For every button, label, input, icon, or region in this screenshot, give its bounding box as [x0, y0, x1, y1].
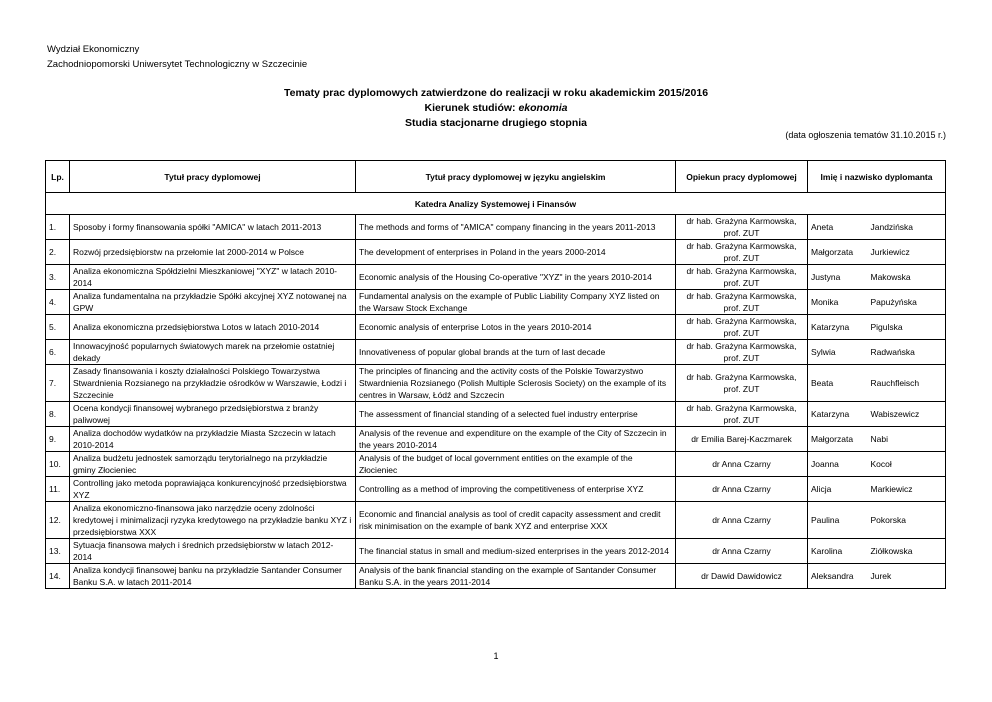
row-student-last-name: Jurek	[868, 564, 946, 589]
document-title	[0, 86, 992, 131]
row-student-first-name: Aneta	[808, 215, 868, 240]
table-row	[46, 452, 946, 477]
row-supervisor: dr Dawid Dawidowicz	[676, 564, 808, 589]
row-student-first-name: Karolina	[808, 539, 868, 564]
row-student-first-name: Sylwia	[808, 340, 868, 365]
row-student-first-name: Małgorzata	[808, 427, 868, 452]
title-line-1: Tematy prac dyplomowych zatwierdzone do realizacji w roku akademickim 2015/2016	[283, 87, 709, 99]
row-student-first-name: Aleksandra	[808, 564, 868, 589]
row-supervisor: dr hab. Grażyna Karmowska, prof. ZUT	[676, 365, 808, 402]
row-student-last-name: Markiewicz	[868, 477, 946, 502]
row-supervisor: dr Emilia Barej-Kaczmarek	[676, 427, 808, 452]
table-row	[46, 265, 946, 290]
row-lp: 3.	[46, 265, 70, 290]
announcement-date: (data ogłoszenia tematów 31.10.2015 r.)	[785, 130, 946, 140]
row-title-pl: Analiza budżetu jednostek samorządu terytorialnego na przykładzie gminy Złocieniec	[70, 452, 356, 477]
table-row	[46, 290, 946, 315]
header-title-en: Tytuł pracy dyplomowej w języku angielskim	[356, 161, 676, 193]
row-student-first-name: Katarzyna	[808, 315, 868, 340]
row-student-first-name: Monika	[808, 290, 868, 315]
row-lp: 10.	[46, 452, 70, 477]
row-student-last-name: Jandzińska	[868, 215, 946, 240]
row-title-en: Economic analysis of the Housing Co-operative "XYZ" in the years 2010-2014	[356, 265, 676, 290]
row-title-en: Analysis of the revenue and expenditure on the example of the City of Szczecin in the years 2010-2014	[356, 427, 676, 452]
row-lp: 2.	[46, 240, 70, 265]
row-title-pl: Analiza ekonomiczno-finansowa jako narzędzie oceny zdolności kredytowej i minimalizacji ryzyka kredytowego na przykładzie banku XYZ i przedsiębiorstwa XXX	[70, 502, 356, 539]
header-title-pl: Tytuł pracy dyplomowej	[70, 161, 356, 193]
row-supervisor: dr hab. Grażyna Karmowska, prof. ZUT	[676, 290, 808, 315]
section-row	[46, 193, 946, 215]
row-lp: 4.	[46, 290, 70, 315]
row-title-pl: Innowacyjność popularnych światowych marek na przełomie ostatniej dekady	[70, 340, 356, 365]
row-title-en: Analysis of the bank financial standing on the example of Santander Consumer Banku S.A. in the years 2011-2014	[356, 564, 676, 589]
row-lp: 6.	[46, 340, 70, 365]
section-title: Katedra Analizy Systemowej i Finansów	[46, 193, 946, 215]
row-title-en: Innovativeness of popular global brands at the turn of last decade	[356, 340, 676, 365]
row-title-en: Economic and financial analysis as tool of credit capacity assessment and credit risk minimisation on the example of bank XYZ and enterprise XXX	[356, 502, 676, 539]
row-title-en: The assessment of financial standing of a selected fuel industry enterprise	[356, 402, 676, 427]
row-student-last-name: Nabi	[868, 427, 946, 452]
row-title-pl: Ocena kondycji finansowej wybranego przedsiębiorstwa z branży paliwowej	[70, 402, 356, 427]
row-lp: 13.	[46, 539, 70, 564]
row-student-last-name: Kocoł	[868, 452, 946, 477]
row-title-en: The financial status in small and medium-sized enterprises in the years 2012-2014	[356, 539, 676, 564]
row-supervisor: dr Anna Czarny	[676, 502, 808, 539]
row-lp: 9.	[46, 427, 70, 452]
theses-table	[45, 160, 946, 589]
row-supervisor: dr Anna Czarny	[676, 477, 808, 502]
table-header-row	[46, 161, 946, 193]
row-student-first-name: Małgorzata	[808, 240, 868, 265]
row-supervisor: dr hab. Grażyna Karmowska, prof. ZUT	[676, 402, 808, 427]
row-lp: 14.	[46, 564, 70, 589]
row-title-en: The principles of financing and the activity costs of the Polskie Towarzystwo Stwardnienia Rozsianego (Polish Multiple Sclerosis Society) on the example of its centres in Warsaw, Łódź and Szczecin	[356, 365, 676, 402]
faculty-name: Wydział Ekonomiczny	[47, 44, 140, 55]
row-student-first-name: Justyna	[808, 265, 868, 290]
row-student-first-name: Katarzyna	[808, 402, 868, 427]
table-row	[46, 240, 946, 265]
row-title-pl: Analiza kondycji finansowej banku na przykładzie Santander Consumer Banku S.A. w latach 2011-2014	[70, 564, 356, 589]
row-student-last-name: Radwańska	[868, 340, 946, 365]
row-title-pl: Analiza dochodów wydatków na przykładzie Miasta Szczecin w latach 2010-2014	[70, 427, 356, 452]
row-title-pl: Analiza fundamentalna na przykładzie Spółki akcyjnej XYZ notowanej na GPW	[70, 290, 356, 315]
row-lp: 7.	[46, 365, 70, 402]
row-lp: 8.	[46, 402, 70, 427]
row-title-en: The methods and forms of "AMICA" company financing in the years 2011-2013	[356, 215, 676, 240]
row-supervisor: dr Anna Czarny	[676, 539, 808, 564]
row-student-first-name: Beata	[808, 365, 868, 402]
row-title-pl: Sposoby i formy finansowania spółki "AMICA" w latach 2011-2013	[70, 215, 356, 240]
row-title-pl: Controlling jako metoda poprawiająca konkurencyjność przedsiębiorstwa XYZ	[70, 477, 356, 502]
page-number: 1	[493, 651, 499, 661]
row-student-last-name: Papużyńska	[868, 290, 946, 315]
row-title-en: The development of enterprises in Poland in the years 2000-2014	[356, 240, 676, 265]
row-supervisor: dr hab. Grażyna Karmowska, prof. ZUT	[676, 340, 808, 365]
row-supervisor: dr hab. Grażyna Karmowska, prof. ZUT	[676, 265, 808, 290]
table-row	[46, 427, 946, 452]
row-student-last-name: Jurkiewicz	[868, 240, 946, 265]
row-supervisor: dr Anna Czarny	[676, 452, 808, 477]
table-row	[46, 564, 946, 589]
row-supervisor: dr hab. Grażyna Karmowska, prof. ZUT	[676, 315, 808, 340]
row-student-last-name: Wabiszewicz	[868, 402, 946, 427]
row-title-pl: Analiza ekonomiczna przedsiębiorstwa Lotos w latach 2010-2014	[70, 315, 356, 340]
row-title-pl: Rozwój przedsiębiorstw na przełomie lat 2000-2014 w Polsce	[70, 240, 356, 265]
table-row	[46, 402, 946, 427]
field-label: Kierunek studiów:	[424, 102, 519, 114]
table-row	[46, 315, 946, 340]
table-row	[46, 539, 946, 564]
row-student-last-name: Pigulska	[868, 315, 946, 340]
table-row	[46, 340, 946, 365]
row-lp: 5.	[46, 315, 70, 340]
header-student: Imię i nazwisko dyplomanta	[808, 161, 946, 193]
table-body	[46, 215, 946, 589]
row-student-last-name: Pokorska	[868, 502, 946, 539]
row-lp: 12.	[46, 502, 70, 539]
row-supervisor: dr hab. Grażyna Karmowska, prof. ZUT	[676, 240, 808, 265]
row-student-first-name: Alicja	[808, 477, 868, 502]
row-student-last-name: Ziółkowska	[868, 539, 946, 564]
row-title-pl: Analiza ekonomiczna Spółdzielni Mieszkaniowej "XYZ" w latach 2010-2014	[70, 265, 356, 290]
row-student-last-name: Rauchfleisch	[868, 365, 946, 402]
row-lp: 11.	[46, 477, 70, 502]
row-title-pl: Zasady finansowania i koszty działalności Polskiego Towarzystwa Stwardnienia Rozsianego na przykładzie ośrodków w Warszawie, Łodzi i Szczecinie	[70, 365, 356, 402]
table-row	[46, 502, 946, 539]
row-title-en: Analysis of the budget of local government entities on the example of the Złocieniec	[356, 452, 676, 477]
field-name: ekonomia	[518, 102, 568, 114]
row-student-first-name: Joanna	[808, 452, 868, 477]
institution-header	[47, 42, 307, 72]
row-title-en: Fundamental analysis on the example of Public Liability Company XYZ listed on the Warsaw Stock Exchange	[356, 290, 676, 315]
header-lp: Lp.	[46, 161, 70, 193]
header-supervisor: Opiekun pracy dyplomowej	[676, 161, 808, 193]
university-name: Zachodniopomorski Uniwersytet Technologiczny w Szczecinie	[47, 59, 308, 70]
row-lp: 1.	[46, 215, 70, 240]
row-title-pl: Sytuacja finansowa małych i średnich przedsiębiorstw w latach 2012-2014	[70, 539, 356, 564]
title-line-3: Studia stacjonarne drugiego stopnia	[404, 117, 588, 129]
row-student-first-name: Paulina	[808, 502, 868, 539]
row-title-en: Economic analysis of enterprise Lotos in the years 2010-2014	[356, 315, 676, 340]
title-line-2	[0, 101, 992, 116]
row-title-en: Controlling as a method of improving the competitiveness of enterprise XYZ	[356, 477, 676, 502]
row-student-last-name: Makowska	[868, 265, 946, 290]
table-row	[46, 477, 946, 502]
table-row	[46, 365, 946, 402]
table-row	[46, 215, 946, 240]
row-supervisor: dr hab. Grażyna Karmowska, prof. ZUT	[676, 215, 808, 240]
